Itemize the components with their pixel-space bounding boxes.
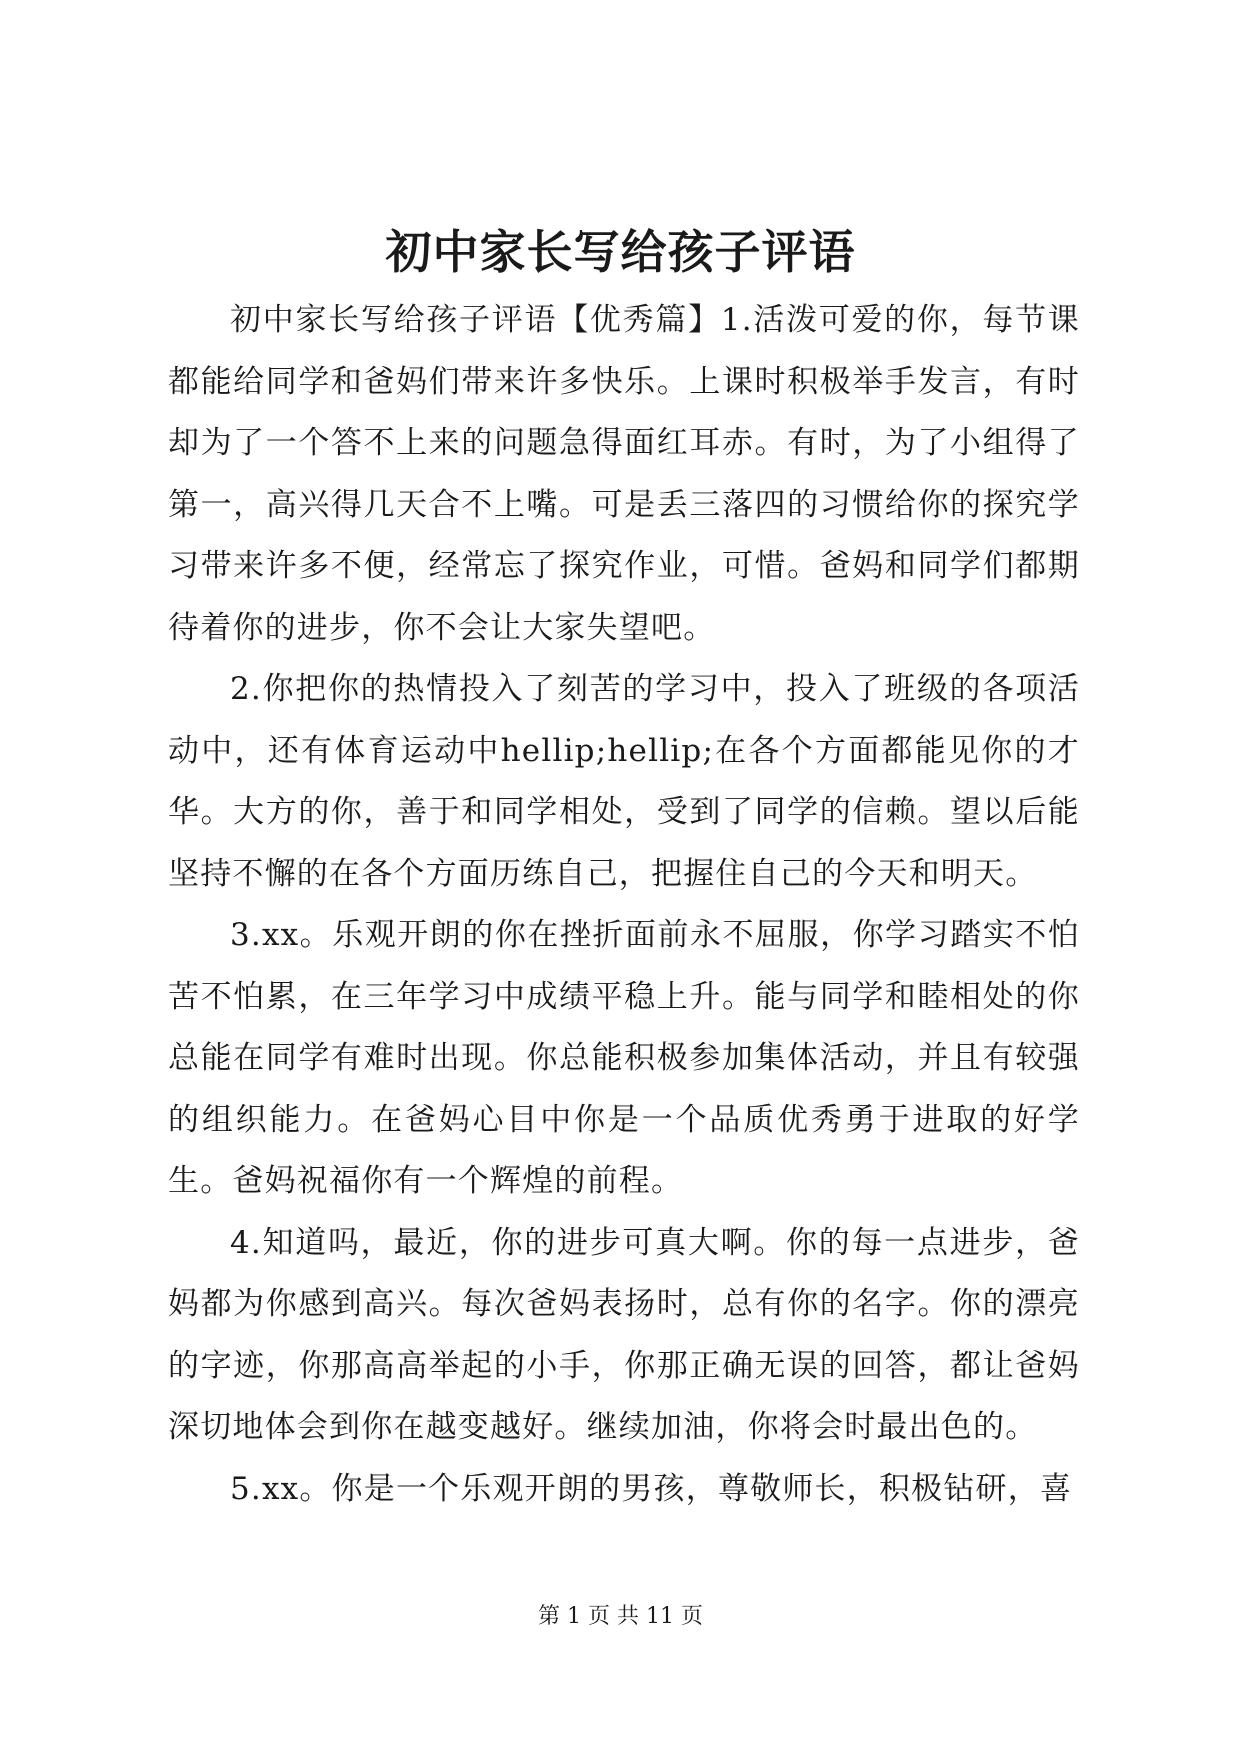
document-title: 初中家长写给孩子评语: [385, 225, 856, 279]
paragraph-2: 2.你把你的热情投入了刻苦的学习中，投入了班级的各项活动中，还有体育运动中hellip;hellip;在各个方面都能见你的才华。大方的你，善于和同学相处，受到了同学的信赖。望以后能坚持不懈的在各个方面历练自己，把握住自己的今天和明天。: [168, 671, 1080, 892]
document-body: [168, 290, 1080, 1520]
paragraph-1: 初中家长写给孩子评语【优秀篇】1.活泼可爱的你，每节课都能给同学和爸妈们带来许多快乐。上课时积极举手发言，有时却为了一个答不上来的问题急得面红耳赤。有时，为了小组得了第一，高兴得几天合不上嘴。可是丢三落四的习惯给你的探究学习带来许多不便，经常忘了探究作业，可惜。爸妈和同学们都期待着你的进步，你不会让大家失望吧。: [168, 302, 1080, 646]
paragraph-4: 4.知道吗，最近，你的进步可真大啊。你的每一点进步，爸妈都为你感到高兴。每次爸妈表扬时，总有你的名字。你的漂亮的字迹，你那高高举起的小手，你那正确无误的回答，都让爸妈深切地体会到你在越变越好。继续加油，你将会时最出色的。: [168, 1224, 1080, 1445]
page-footer: 第 1 页 共 11 页: [538, 1604, 703, 1629]
paragraph-5: 5.xx。你是一个乐观开朗的男孩，尊敬师长，积极钻研，喜: [230, 1470, 1073, 1507]
paragraph-3: 3.xx。乐观开朗的你在挫折面前永不屈服，你学习踏实不怕苦不怕累，在三年学习中成绩平稳上升。能与同学和睦相处的你总能在同学有难时出现。你总能积极参加集体活动，并且有较强的组织能力。在爸妈心目中你是一个品质优秀勇于进取的好学生。爸妈祝福你有一个辉煌的前程。: [168, 917, 1080, 1199]
